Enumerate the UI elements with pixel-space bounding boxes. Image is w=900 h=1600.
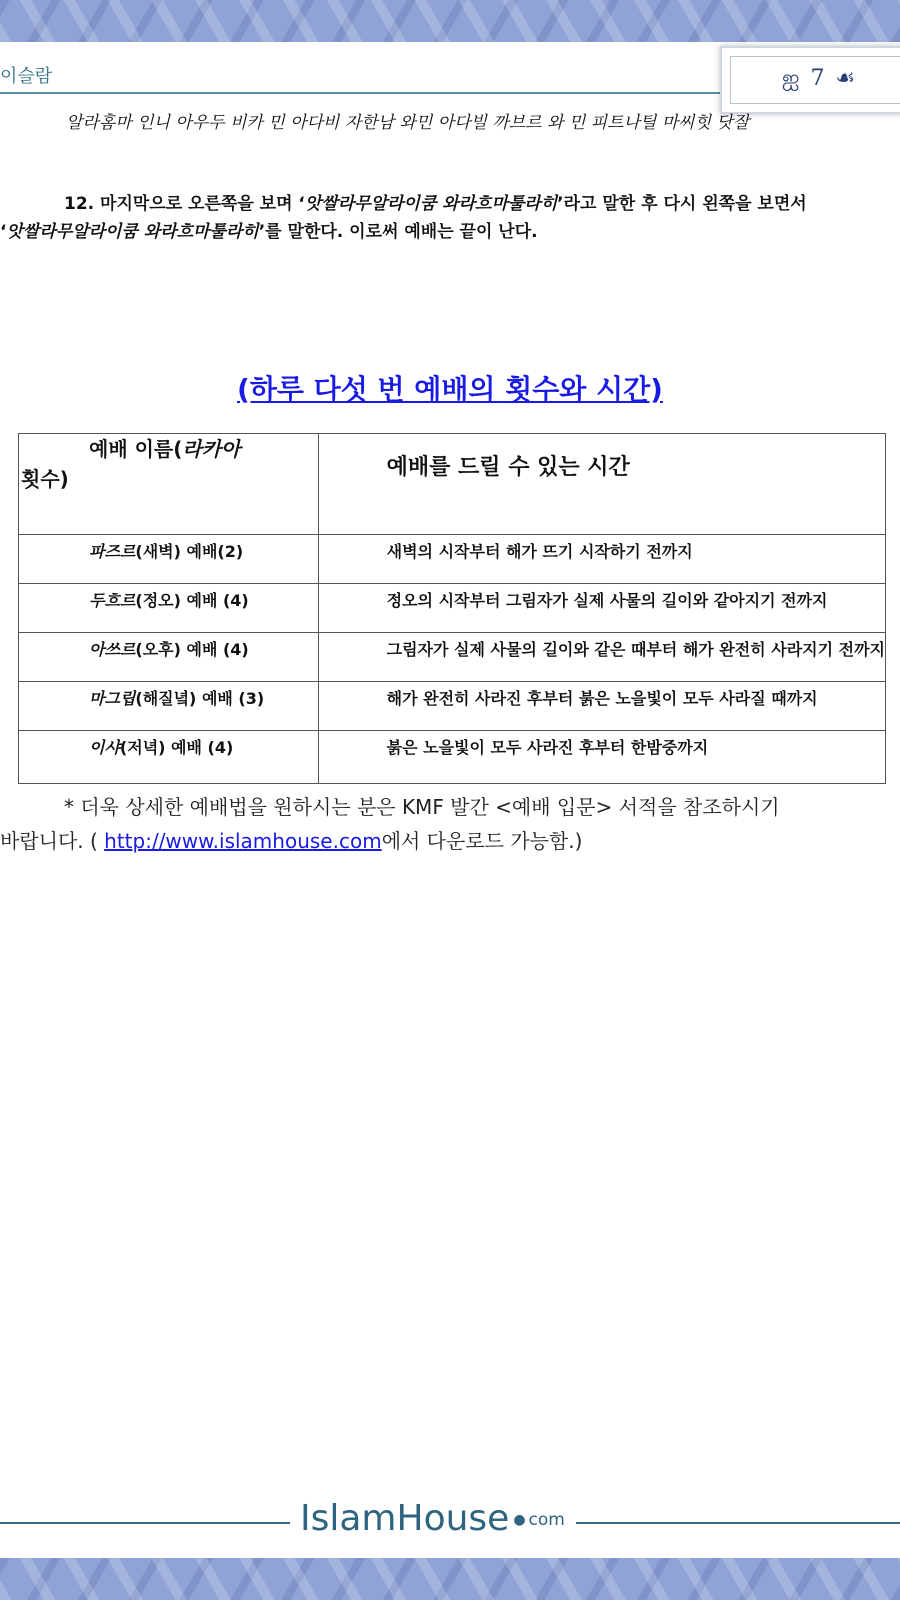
prayer-name: 이샤(저녁) 예배 (4) — [19, 731, 319, 784]
supplication-line: 알라홈마 인니 아우두 비카 민 아다비 자한남 와민 아다빌 까브르 와 민 피트나틸 마씨힛 닷잘 — [66, 113, 750, 133]
footer-rule-right — [576, 1522, 900, 1524]
table-row — [19, 535, 886, 584]
step-12-line-1: 12. 마지막으로 오른쪽을 보며 ‘앗쌀라무알라이쿰 와라흐마툴라히’라고 말한 후 다시 왼쪽을 보면서 — [64, 194, 807, 214]
footer-rule-left — [0, 1522, 290, 1524]
table-row — [19, 731, 886, 784]
table-header-row — [19, 434, 886, 535]
prayer-name: 아쓰르(오후) 예배 (4) — [19, 633, 319, 682]
table-row — [19, 633, 886, 682]
salam-phrase: 앗쌀라무알라이쿰 와라흐마툴라히 — [304, 194, 558, 214]
islamhouse-link[interactable]: http://www.islamhouse.com — [104, 829, 382, 853]
prayer-time: 새벽의 시작부터 해가 뜨기 시작하기 전까지 — [318, 535, 885, 584]
prayer-time: 그림자가 실제 사물의 길이와 같은 때부터 해가 완전히 사라지기 전까지 — [318, 633, 885, 682]
header-col-time: 예배를 드릴 수 있는 시간 — [318, 434, 885, 535]
prayer-time: 정오의 시작부터 그림자가 실제 사물의 길이와 같아지기 전까지 — [318, 584, 885, 633]
section-title-link[interactable]: (하루 다섯 번 예배의 횟수와 시간) — [237, 373, 663, 406]
prayer-name: 마그립(해질녘) 예배 (3) — [19, 682, 319, 731]
page-number: ஐ 7 ☙ — [730, 56, 900, 104]
page-number-badge — [720, 46, 900, 114]
note-line-2: 바랍니다. ( http://www.islamhouse.com에서 다운로드 가능함.) — [0, 829, 583, 853]
prayer-name: 두흐르(정오) 예배 (4) — [19, 584, 319, 633]
reference-note — [0, 790, 860, 858]
step-12-line-2: ‘앗쌀라무알라이쿰 와라흐마툴라히’를 말한다. 이로써 예배는 끝이 난다. — [0, 222, 538, 242]
prayer-time: 해가 완전히 사라진 후부터 붉은 노을빛이 모두 사라질 때까지 — [318, 682, 885, 731]
salam-phrase-2: 앗쌀라무알라이쿰 와라흐마툴라히 — [6, 222, 259, 242]
step-12-paragraph — [0, 190, 860, 246]
prayer-times-table — [18, 433, 886, 784]
note-line-1: * 더욱 상세한 예배법을 원하시는 분은 KMF 발간 <예배 입문> 서적을 참조하시기 — [64, 795, 780, 819]
prayer-time: 붉은 노을빛이 모두 사라진 후부터 한밤중까지 — [318, 731, 885, 784]
header-rule — [0, 92, 726, 94]
header-col-prayer-name: 예배 이름(라카아 횟수) — [19, 434, 319, 535]
prayer-name: 파즈르(새벽) 예배(2) — [19, 535, 319, 584]
top-decorative-band — [0, 0, 900, 42]
bottom-decorative-band — [0, 1558, 900, 1600]
header-label: 이슬람 — [0, 66, 53, 87]
table-row — [19, 584, 886, 633]
islamhouse-logo: IslamHouse ● com — [300, 1498, 565, 1539]
table-row — [19, 682, 886, 731]
